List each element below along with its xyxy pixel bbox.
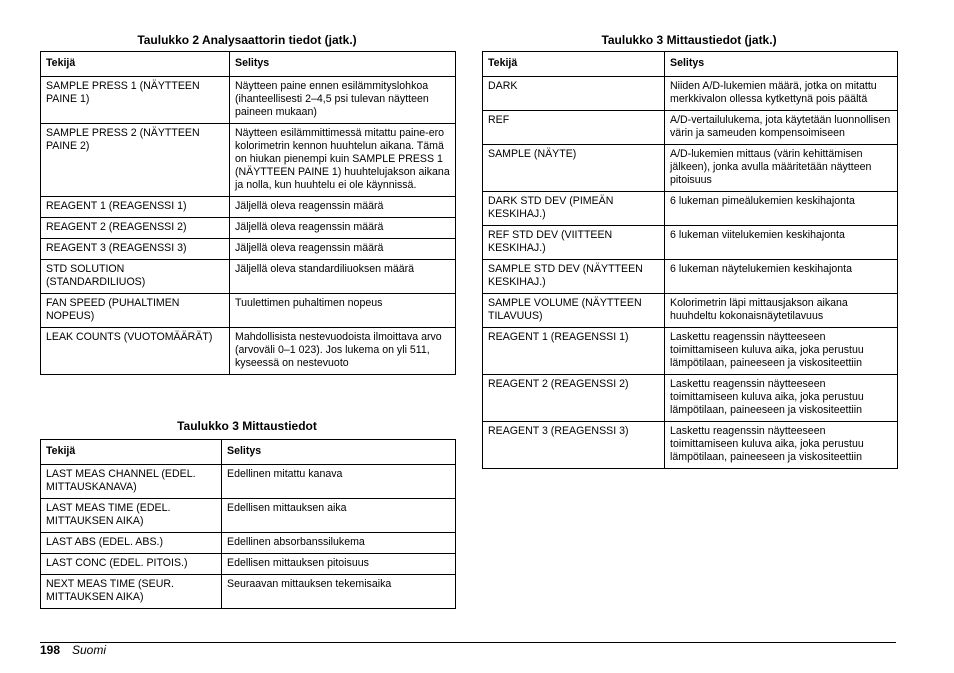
description-cell: Tuulettimen puhaltimen nopeus bbox=[230, 294, 456, 328]
factor-cell: SAMPLE PRESS 2 (NÄYTTEEN PAINE 2) bbox=[41, 124, 230, 197]
factor-cell: REAGENT 1 (REAGENSSI 1) bbox=[483, 328, 665, 375]
table2-caption: Taulukko 3 Mittaustiedot bbox=[177, 419, 317, 433]
factor-cell: DARK bbox=[483, 77, 665, 111]
factor-cell: NEXT MEAS TIME (SEUR. MITTAUKSEN AIKA) bbox=[41, 575, 222, 609]
factor-cell: DARK STD DEV (PIMEÄN KESKIHAJ.) bbox=[483, 192, 665, 226]
table-row bbox=[41, 239, 456, 260]
table-row bbox=[41, 499, 456, 533]
description-cell: Laskettu reagenssin näytteeseen toimittamiseen kuluva aika, joka perustuu lämpötilaan, paineeseen ja viskositeettiin bbox=[665, 328, 898, 375]
description-cell: Jäljellä oleva reagenssin määrä bbox=[230, 218, 456, 239]
factor-cell: SAMPLE VOLUME (NÄYTTEEN TILAVUUS) bbox=[483, 294, 665, 328]
description-cell: Näytteen esilämmittimessä mitattu paine-ero kolorimetrin kennon huuhtelun aikana. Tämä on hiukan pienempi kuin SAMPLE PRESS 1 (NÄYTTEEN PAINE 1) huuhtelujakson aikana ja nolla, kun huuhtelu ei ole käynnissä. bbox=[230, 124, 456, 197]
description-cell: Seuraavan mittauksen tekemisaika bbox=[222, 575, 456, 609]
factor-cell: SAMPLE (NÄYTE) bbox=[483, 145, 665, 192]
description-cell: 6 lukeman viitelukemien keskihajonta bbox=[665, 226, 898, 260]
table3-caption: Taulukko 3 Mittaustiedot (jatk.) bbox=[601, 33, 777, 47]
description-cell: 6 lukeman pimeälukemien keskihajonta bbox=[665, 192, 898, 226]
table-header-row bbox=[41, 440, 456, 465]
analyzer-info-table bbox=[40, 51, 456, 375]
table-row bbox=[41, 554, 456, 575]
factor-cell: REAGENT 2 (REAGENSSI 2) bbox=[41, 218, 230, 239]
column-header-factor: Tekijä bbox=[41, 440, 222, 465]
page-number: 198 bbox=[40, 643, 61, 657]
factor-cell: STD SOLUTION (STANDARDILIUOS) bbox=[41, 260, 230, 294]
description-cell: Kolorimetrin läpi mittausjakson aikana huuhdeltu kokonaisnäytetilavuus bbox=[665, 294, 898, 328]
table-row bbox=[41, 575, 456, 609]
table-row bbox=[483, 111, 898, 145]
factor-cell: LAST MEAS TIME (EDEL. MITTAUKSEN AIKA) bbox=[41, 499, 222, 533]
column-header-factor: Tekijä bbox=[41, 52, 230, 77]
factor-cell: REF bbox=[483, 111, 665, 145]
table-row bbox=[483, 375, 898, 422]
factor-cell: LAST ABS (EDEL. ABS.) bbox=[41, 533, 222, 554]
description-cell: Edellinen mitattu kanava bbox=[222, 465, 456, 499]
footer-divider bbox=[40, 642, 896, 643]
table-row bbox=[483, 192, 898, 226]
table-row bbox=[41, 294, 456, 328]
table-row bbox=[41, 197, 456, 218]
table-row bbox=[483, 145, 898, 192]
description-cell: Mahdollisista nestevuodoista ilmoittava arvo (arvoväli 0–1 023). Jos lukema on yli 511, kyseessä on nestevuoto bbox=[230, 328, 456, 375]
description-cell: Laskettu reagenssin näytteeseen toimittamiseen kuluva aika, joka perustuu lämpötilaan, paineeseen ja viskositeettiin bbox=[665, 375, 898, 422]
measurement-info-table bbox=[40, 439, 456, 609]
factor-cell: REAGENT 3 (REAGENSSI 3) bbox=[41, 239, 230, 260]
table-row bbox=[41, 124, 456, 197]
description-cell: 6 lukeman näytelukemien keskihajonta bbox=[665, 260, 898, 294]
description-cell: Näytteen paine ennen esilämmityslohkoa (ihanteellisesti 2–4,5 psi tulevan näytteen paineen mukaan) bbox=[230, 77, 456, 124]
description-cell: Edellinen absorbanssilukema bbox=[222, 533, 456, 554]
description-cell: Edellisen mittauksen pitoisuus bbox=[222, 554, 456, 575]
table-row bbox=[41, 260, 456, 294]
table-row bbox=[41, 465, 456, 499]
description-cell: Laskettu reagenssin näytteeseen toimittamiseen kuluva aika, joka perustuu lämpötilaan, paineeseen ja viskositeettiin bbox=[665, 422, 898, 469]
factor-cell: LAST MEAS CHANNEL (EDEL. MITTAUSKANAVA) bbox=[41, 465, 222, 499]
table-row bbox=[483, 294, 898, 328]
factor-cell: SAMPLE PRESS 1 (NÄYTTEEN PAINE 1) bbox=[41, 77, 230, 124]
table-row bbox=[483, 328, 898, 375]
factor-cell: SAMPLE STD DEV (NÄYTTEEN KESKIHAJ.) bbox=[483, 260, 665, 294]
table-row bbox=[483, 422, 898, 469]
factor-cell: REAGENT 1 (REAGENSSI 1) bbox=[41, 197, 230, 218]
table-header-row bbox=[41, 52, 456, 77]
table-row bbox=[483, 77, 898, 111]
table-row bbox=[41, 77, 456, 124]
table-header-row bbox=[483, 52, 898, 77]
table-row bbox=[483, 226, 898, 260]
table-row bbox=[41, 533, 456, 554]
description-cell: Jäljellä oleva standardiliuoksen määrä bbox=[230, 260, 456, 294]
factor-cell: FAN SPEED (PUHALTIMEN NOPEUS) bbox=[41, 294, 230, 328]
description-cell: Jäljellä oleva reagenssin määrä bbox=[230, 239, 456, 260]
description-cell: Jäljellä oleva reagenssin määrä bbox=[230, 197, 456, 218]
description-cell: A/D-vertailulukema, jota käytetään luonnollisen värin ja sameuden kompensoimiseen bbox=[665, 111, 898, 145]
column-header-description: Selitys bbox=[230, 52, 456, 77]
factor-cell: REAGENT 2 (REAGENSSI 2) bbox=[483, 375, 665, 422]
description-cell: Edellisen mittauksen aika bbox=[222, 499, 456, 533]
table-row bbox=[41, 328, 456, 375]
factor-cell: LEAK COUNTS (VUOTOMÄÄRÄT) bbox=[41, 328, 230, 375]
measurement-info-continued-table bbox=[482, 51, 898, 469]
factor-cell: REAGENT 3 (REAGENSSI 3) bbox=[483, 422, 665, 469]
description-cell: A/D-lukemien mittaus (värin kehittämisen jälkeen), jonka avulla määritetään näytteen pitoisuus bbox=[665, 145, 898, 192]
table1-caption: Taulukko 2 Analysaattorin tiedot (jatk.) bbox=[137, 33, 357, 47]
column-header-description: Selitys bbox=[222, 440, 456, 465]
column-header-description: Selitys bbox=[665, 52, 898, 77]
factor-cell: LAST CONC (EDEL. PITOIS.) bbox=[41, 554, 222, 575]
factor-cell: REF STD DEV (VIITTEEN KESKIHAJ.) bbox=[483, 226, 665, 260]
table-row bbox=[483, 260, 898, 294]
page-language: Suomi bbox=[72, 643, 107, 657]
table-row bbox=[41, 218, 456, 239]
column-header-factor: Tekijä bbox=[483, 52, 665, 77]
description-cell: Niiden A/D-lukemien määrä, jotka on mitattu merkkivalon ollessa kytkettynä pois päältä bbox=[665, 77, 898, 111]
